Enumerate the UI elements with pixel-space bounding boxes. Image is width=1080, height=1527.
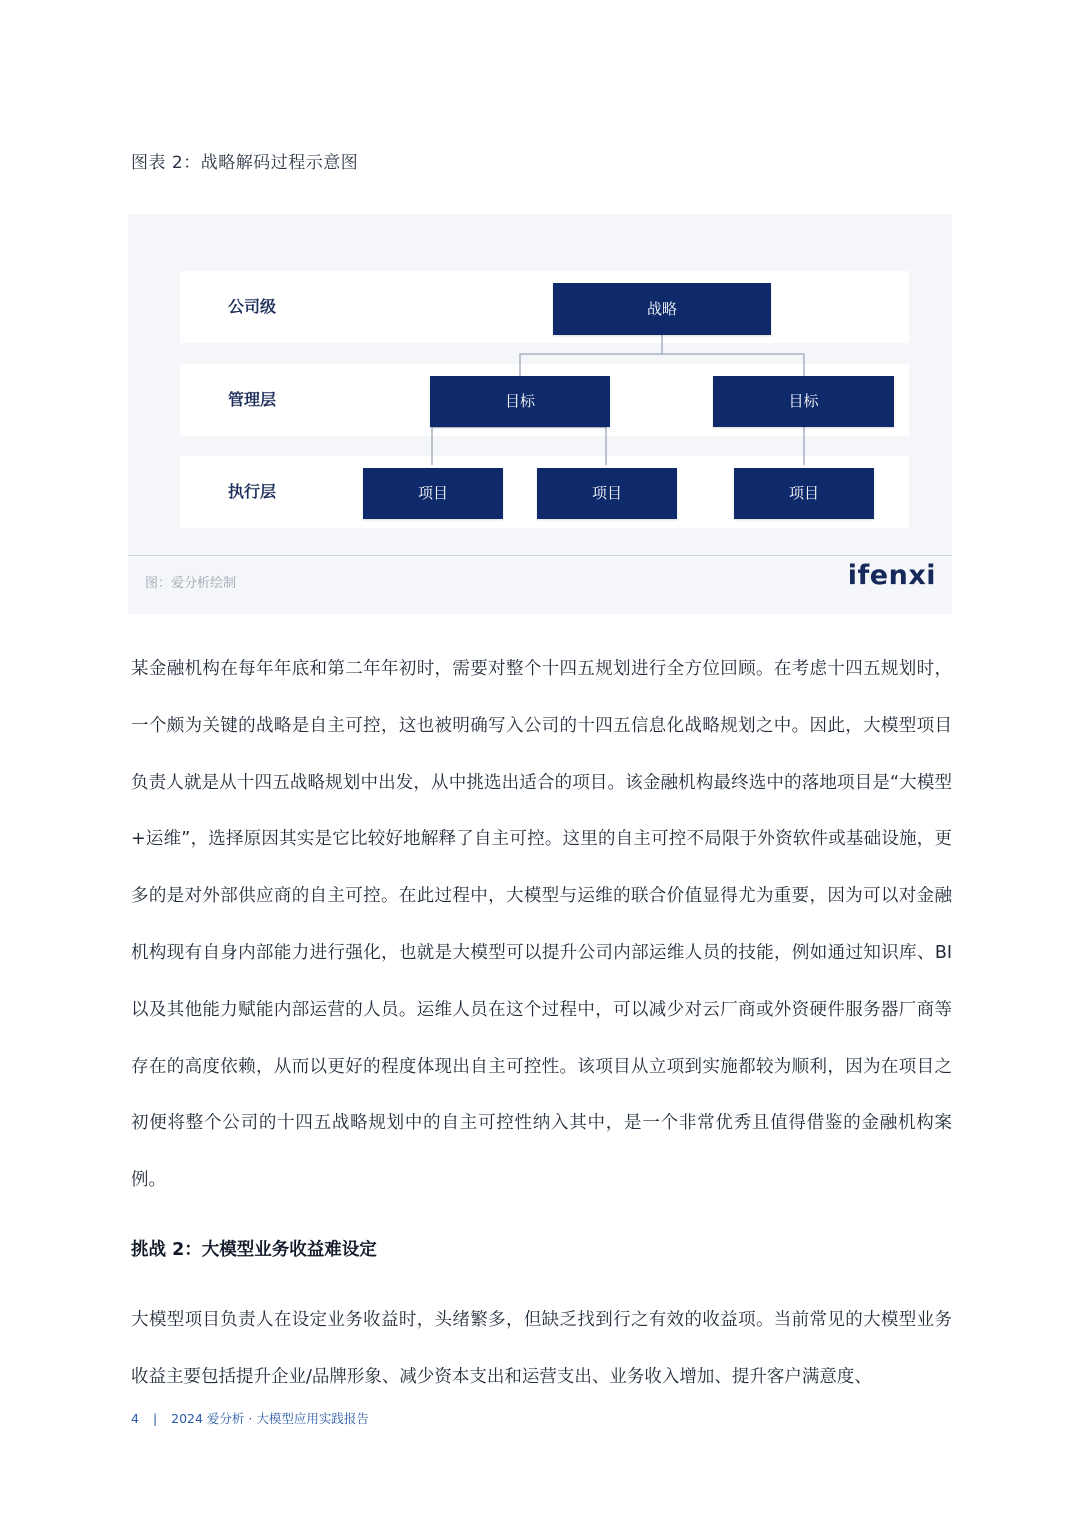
level-label-execution: 执行层 xyxy=(228,482,277,501)
level-label-company: 公司级 xyxy=(228,297,277,316)
footer-report-title: 2024 爱分析 · 大模型应用实践报告 xyxy=(171,1411,369,1426)
node-project-2: 项目 xyxy=(537,468,677,519)
page-footer xyxy=(131,1409,379,1427)
node-project-3: 项目 xyxy=(734,468,874,519)
level-label-management: 管理层 xyxy=(228,390,277,409)
ifenxi-logo: ifenxi xyxy=(847,560,936,591)
figure-divider xyxy=(128,555,952,556)
body-paragraph-2: 大模型项目负责人在设定业务收益时，头绪繁多，但缺乏找到行之有效的收益项。当前常见的大模型业务收益主要包括提升企业/品牌形象、减少资本支出和运营支出、业务收入增加、提升客户满意度、 xyxy=(131,1310,952,1387)
node-project-1: 项目 xyxy=(363,468,503,519)
node-goal-left: 目标 xyxy=(430,376,610,427)
figure-caption: 图表 2：战略解码过程示意图 xyxy=(131,153,359,173)
body-paragraph-1: 某金融机构在每年年底和第二年年初时，需要对整个十四五规划进行全方位回顾。在考虑十四五规划时，一个颇为关键的战略是自主可控，这也被明确写入公司的十四五信息化战略规划之中。因此，大模型项目负责人就是从十四五战略规划中出发，从中挑选出适合的项目。该金融机构最终选中的落地项目是“大模型+运维”，选择原因其实是它比较好地解释了自主可控。这里的自主可控不局限于外资软件或基础设施，更多的是对外部供应商的自主可控。在此过程中，大模型与运维的联合价值显得尤为重要，因为可以对金融机构现有自身内部能力进行强化，也就是大模型可以提升公司内部运维人员的技能，例如通过知识库、BI 以及其他能力赋能内部运营的人员。运维人员在这个过程中，可以减少对云厂商或外资硬件服务器厂商等存在的高度依赖，从而以更好的程度体现出自主可控性。该项目从立项到实施都较为顺利，因为在项目之初便将整个公司的十四五战略规划中的自主可控性纳入其中，是一个非常优秀且值得借鉴的金融机构案例。 xyxy=(131,659,952,1191)
node-strategy: 战略 xyxy=(553,283,771,335)
footer-separator: | xyxy=(152,1411,158,1426)
figure-source: 图：爱分析绘制 xyxy=(145,576,237,591)
strategy-decoding-diagram xyxy=(128,214,952,614)
node-goal-right: 目标 xyxy=(713,376,894,427)
section-heading: 挑战 2：大模型业务收益难设定 xyxy=(131,1240,377,1260)
page-number: 4 xyxy=(131,1411,139,1426)
